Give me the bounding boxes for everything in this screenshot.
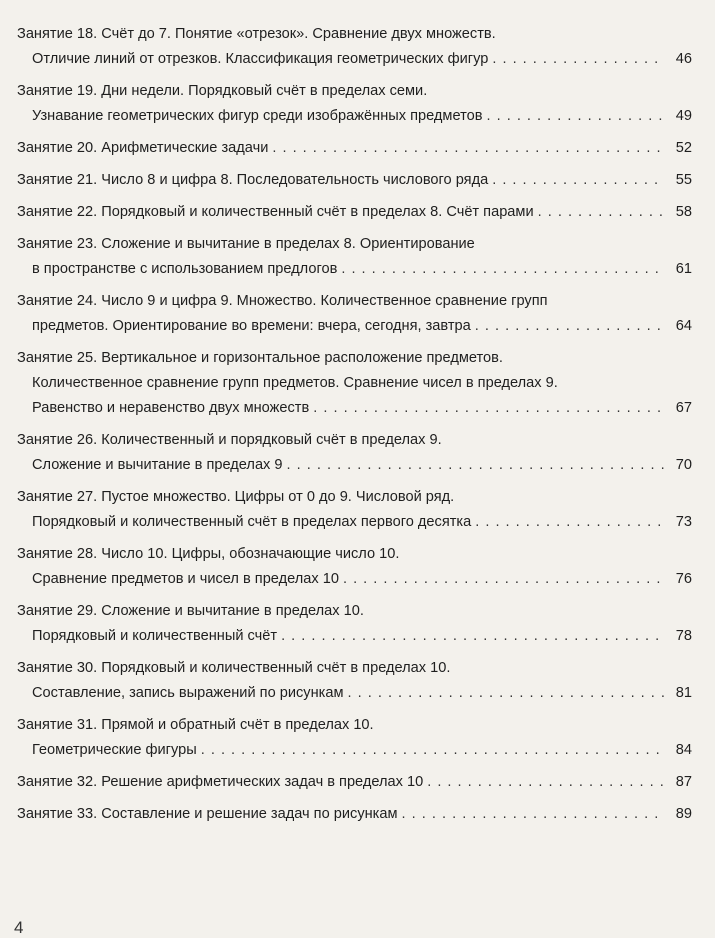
toc-entry-text: Занятие 20. Арифметические задачи bbox=[17, 140, 269, 156]
dot-leader bbox=[538, 200, 664, 225]
dot-leader bbox=[475, 510, 664, 535]
toc-entry-text: Занятие 19. Дни недели. Порядковый счёт в пределах семи. bbox=[17, 83, 428, 99]
dot-leader bbox=[492, 168, 664, 193]
toc-page-number: 67 bbox=[675, 400, 692, 416]
toc-entry-text: Занятие 29. Сложение и вычитание в пределах 10. bbox=[17, 603, 364, 619]
toc-entry bbox=[17, 136, 692, 161]
toc-entry bbox=[17, 656, 692, 706]
toc-entry-line bbox=[17, 713, 692, 738]
toc-entry-line bbox=[17, 681, 692, 706]
toc-page-number: 89 bbox=[675, 806, 692, 822]
toc-page-number: 49 bbox=[675, 108, 692, 124]
toc-page-number: 78 bbox=[675, 628, 692, 644]
toc-page-number: 81 bbox=[675, 685, 692, 701]
toc-entry bbox=[17, 485, 692, 535]
toc-entry-line bbox=[17, 232, 692, 257]
toc-entry-text: Занятие 27. Пустое множество. Цифры от 0 до 9. Числовой ряд. bbox=[17, 489, 455, 505]
toc-entry-text: Занятие 25. Вертикальное и горизонтальное расположение предметов. bbox=[17, 350, 503, 366]
toc-entry-line bbox=[17, 371, 692, 396]
toc-page-number: 76 bbox=[675, 571, 692, 587]
toc-entry bbox=[17, 599, 692, 649]
toc-entry-line bbox=[17, 257, 692, 282]
toc-entry-line bbox=[17, 542, 692, 567]
toc-entry-line bbox=[17, 656, 692, 681]
toc-entry-line bbox=[17, 624, 692, 649]
toc-entry-line bbox=[17, 802, 692, 827]
toc-entry-text: Сравнение предметов и чисел в пределах 10 bbox=[32, 571, 339, 587]
toc-entry-text: Составление, запись выражений по рисункам bbox=[32, 685, 344, 701]
toc-entry-line bbox=[17, 104, 692, 129]
toc-entry bbox=[17, 770, 692, 795]
toc-entry-line bbox=[17, 599, 692, 624]
dot-leader bbox=[281, 624, 664, 649]
toc-page-number: 52 bbox=[675, 140, 692, 156]
toc-entry-text: Занятие 24. Число 9 и цифра 9. Множество. Количественное сравнение групп bbox=[17, 293, 548, 309]
toc-entry-line bbox=[17, 453, 692, 478]
toc-entry-text: Сложение и вычитание в пределах 9 bbox=[32, 457, 283, 473]
toc-entry-line bbox=[17, 567, 692, 592]
toc-entry-text: Равенство и неравенство двух множеств bbox=[32, 400, 310, 416]
toc-entry bbox=[17, 802, 692, 827]
toc-entry-text: Занятие 28. Число 10. Цифры, обозначающие число 10. bbox=[17, 546, 400, 562]
toc-entry-line bbox=[17, 428, 692, 453]
toc-page-number: 73 bbox=[675, 514, 692, 530]
dot-leader bbox=[492, 47, 664, 72]
toc-entry-line bbox=[17, 79, 692, 104]
toc-entry bbox=[17, 289, 692, 339]
page-number: 4 bbox=[14, 918, 24, 937]
toc-entry-line bbox=[17, 200, 692, 225]
toc-entry-text: Порядковый и количественный счёт bbox=[32, 628, 278, 644]
toc-entry-text: Геометрические фигуры bbox=[32, 742, 197, 758]
toc-page-number: 46 bbox=[675, 51, 692, 67]
dot-leader bbox=[475, 314, 664, 339]
toc-entry-line bbox=[17, 289, 692, 314]
toc-page-number: 61 bbox=[675, 261, 692, 277]
dot-leader bbox=[402, 802, 664, 827]
toc-page-number: 58 bbox=[675, 204, 692, 220]
toc-page-number: 55 bbox=[675, 172, 692, 188]
toc-entry-text: Занятие 21. Число 8 и цифра 8. Последовательность числового ряда bbox=[17, 172, 489, 188]
toc-entry-line bbox=[17, 346, 692, 371]
toc-entry-line bbox=[17, 738, 692, 763]
toc-entry-text: Количественное сравнение групп предметов. Сравнение чисел в пределах 9. bbox=[32, 375, 558, 391]
toc-entry bbox=[17, 200, 692, 225]
toc-entry-text: Занятие 26. Количественный и порядковый счёт в пределах 9. bbox=[17, 432, 442, 448]
toc-entry-text: Занятие 31. Прямой и обратный счёт в пределах 10. bbox=[17, 717, 374, 733]
dot-leader bbox=[487, 104, 665, 129]
toc-page-number: 84 bbox=[675, 742, 692, 758]
toc-entry bbox=[17, 346, 692, 421]
dot-leader bbox=[287, 453, 664, 478]
dot-leader bbox=[201, 738, 664, 763]
dot-leader bbox=[348, 681, 664, 706]
toc-entry bbox=[17, 22, 692, 72]
table-of-contents bbox=[0, 22, 715, 834]
toc-entry-text: Занятие 33. Составление и решение задач по рисункам bbox=[17, 806, 398, 822]
toc-entry-text: Занятие 18. Счёт до 7. Понятие «отрезок». Сравнение двух множеств. bbox=[17, 26, 496, 42]
toc-entry-text: Занятие 30. Порядковый и количественный счёт в пределах 10. bbox=[17, 660, 451, 676]
toc-page-number: 87 bbox=[675, 774, 692, 790]
dot-leader bbox=[427, 770, 664, 795]
toc-entry bbox=[17, 542, 692, 592]
dot-leader bbox=[272, 136, 664, 161]
toc-entry-text: предметов. Ориентирование во времени: вчера, сегодня, завтра bbox=[32, 318, 471, 334]
toc-entry-line bbox=[17, 396, 692, 421]
toc-entry bbox=[17, 168, 692, 193]
toc-entry-line bbox=[17, 314, 692, 339]
toc-entry-line bbox=[17, 510, 692, 535]
toc-entry-line bbox=[17, 22, 692, 47]
toc-entry-line bbox=[17, 770, 692, 795]
toc-page-number: 70 bbox=[675, 457, 692, 473]
toc-entry bbox=[17, 428, 692, 478]
toc-entry-line bbox=[17, 168, 692, 193]
toc-entry-line bbox=[17, 136, 692, 161]
dot-leader bbox=[343, 567, 664, 592]
toc-entry bbox=[17, 79, 692, 129]
toc-entry bbox=[17, 232, 692, 282]
toc-page-number: 64 bbox=[675, 318, 692, 334]
toc-entry-text: Занятие 22. Порядковый и количественный счёт в пределах 8. Счёт парами bbox=[17, 204, 534, 220]
dot-leader bbox=[341, 257, 664, 282]
toc-entry-text: Порядковый и количественный счёт в пределах первого десятка bbox=[32, 514, 472, 530]
toc-entry-text: Занятие 32. Решение арифметических задач в пределах 10 bbox=[17, 774, 424, 790]
toc-entry-line bbox=[17, 485, 692, 510]
toc-entry-text: Занятие 23. Сложение и вычитание в пределах 8. Ориентирование bbox=[17, 236, 475, 252]
toc-entry-text: в пространстве с использованием предлогов bbox=[32, 261, 338, 277]
dot-leader bbox=[313, 396, 664, 421]
toc-entry bbox=[17, 713, 692, 763]
toc-entry-text: Узнавание геометрических фигур среди изображённых предметов bbox=[32, 108, 483, 124]
toc-entry-text: Отличие линий от отрезков. Классификация геометрических фигур bbox=[32, 51, 489, 67]
toc-entry-line bbox=[17, 47, 692, 72]
